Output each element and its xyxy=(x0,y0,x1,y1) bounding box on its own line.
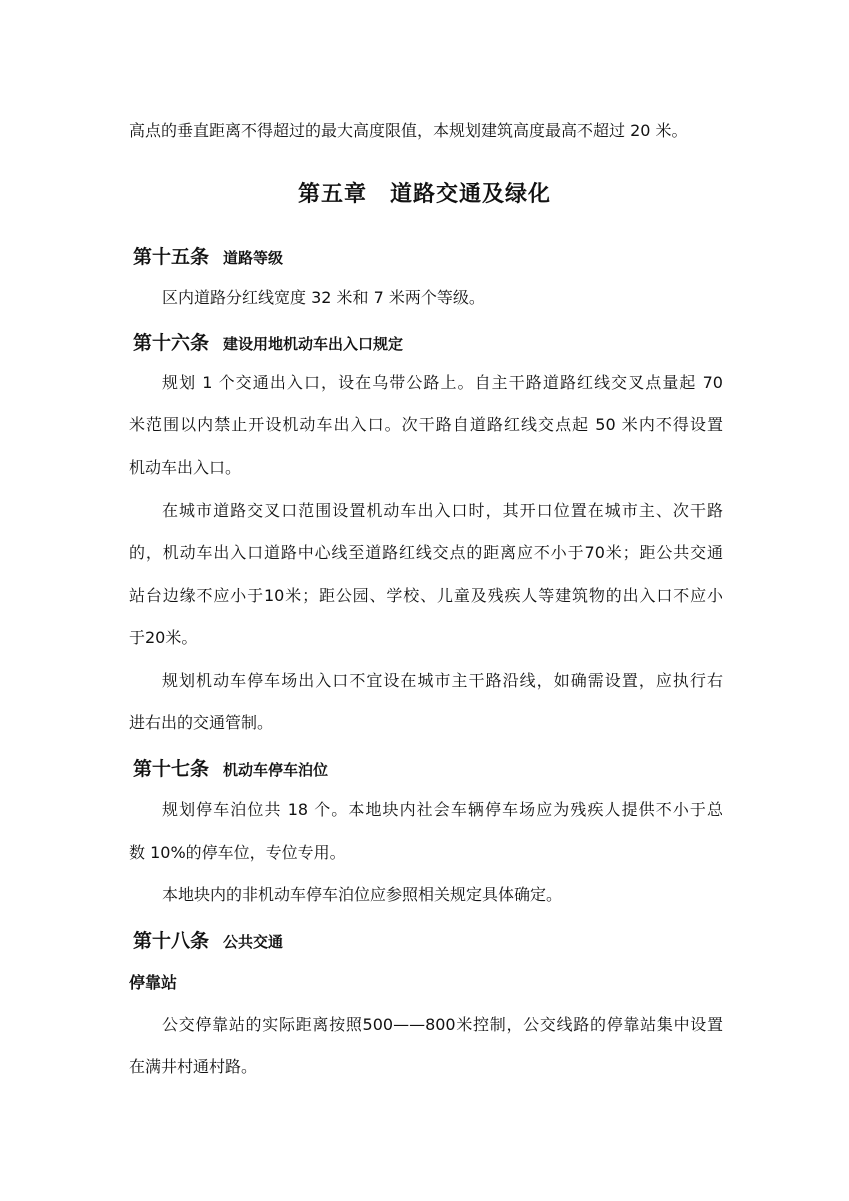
paragraph-line: 规划 1 个交通出入口，设在乌带公路上。自主干路道路红线交叉点量起 70 xyxy=(162,373,723,392)
paragraph-line: 公交停靠站的实际距离按照500——800米控制，公交线路的停靠站集中设置 xyxy=(162,1015,723,1034)
paragraph-line: 区内道路分红线宽度 32 米和 7 米两个等级。 xyxy=(162,288,485,307)
article-number: 第十六条 xyxy=(133,332,210,354)
article-title: 公共交通 xyxy=(223,933,284,951)
paragraph-line: 数 10%的停车位，专位专用。 xyxy=(129,843,346,862)
article-number: 第十七条 xyxy=(133,758,210,780)
article-title: 道路等级 xyxy=(223,249,284,267)
subheading: 停靠站 xyxy=(129,973,178,992)
article-heading-18 xyxy=(133,926,283,953)
article-title: 建设用地机动车出入口规定 xyxy=(223,335,404,353)
paragraph-line: 于20米。 xyxy=(129,628,198,647)
intro-text-line: 高点的垂直距离不得超过的最大高度限值，本规划建筑高度最高不超过 20 米。 xyxy=(129,121,688,140)
paragraph-line: 规划停车泊位共 18 个。本地块内社会车辆停车场应为残疾人提供不小于总 xyxy=(162,800,723,819)
chapter-title: 第五章 道路交通及绿化 xyxy=(297,182,551,207)
article-heading-15 xyxy=(133,242,283,269)
paragraph-line: 的，机动车出入口道路中心线至道路红线交点的距离应不小于70米；距公共交通 xyxy=(129,543,723,562)
article-heading-16 xyxy=(133,328,403,355)
paragraph-line: 站台边缘不应小于10米；距公园、学校、儿童及残疾人等建筑物的出入口不应小 xyxy=(129,586,723,605)
article-number: 第十五条 xyxy=(133,246,210,268)
paragraph-line: 米范围以内禁止开设机动车出入口。次干路自道路红线交点起 50 米内不得设置 xyxy=(129,415,723,434)
article-title: 机动车停车泊位 xyxy=(223,761,329,779)
article-number: 第十八条 xyxy=(133,930,210,952)
paragraph-line: 规划机动车停车场出入口不宜设在城市主干路沿线，如确需设置，应执行右 xyxy=(162,671,723,690)
paragraph-line: 机动车出入口。 xyxy=(129,458,242,477)
article-heading-17 xyxy=(133,754,328,781)
paragraph-line: 在城市道路交叉口范围设置机动车出入口时，其开口位置在城市主、次干路 xyxy=(162,501,723,520)
paragraph-line: 本地块内的非机动车停车泊位应参照相关规定具体确定。 xyxy=(162,885,563,904)
paragraph-line: 进右出的交通管制。 xyxy=(129,713,274,732)
paragraph-line: 在满井村通村路。 xyxy=(129,1057,258,1076)
